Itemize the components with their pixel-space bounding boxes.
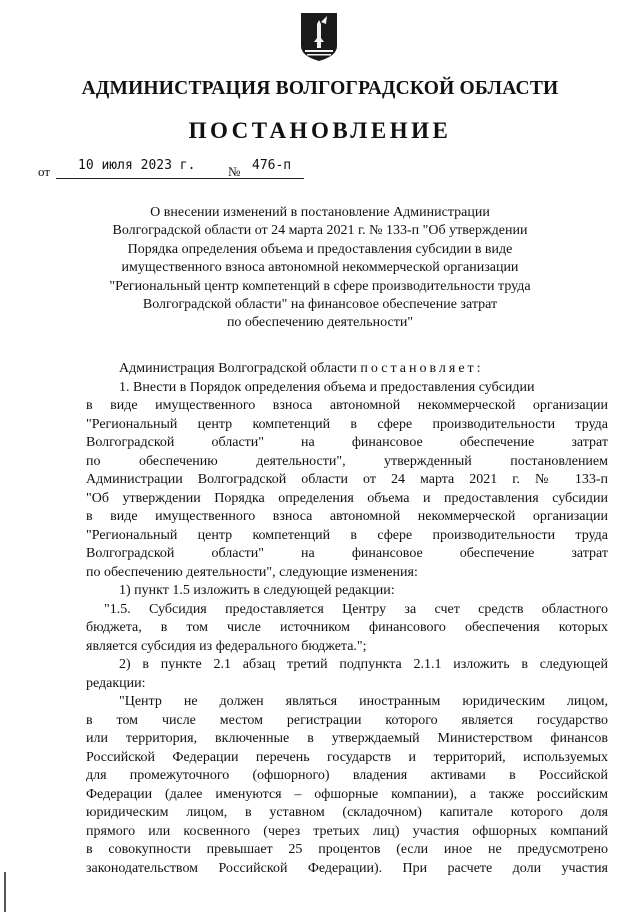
date-underline [56,178,252,179]
document-body [86,360,608,878]
body-line: в совокупности превышает 25 процентов (если иное не предусмотрено [86,842,608,857]
body-line: прямого или косвенного (через третьих лиц) участия офшорных компаний [86,823,608,839]
body-line: "1.5. Субсидия предоставляется Центру за счет средств областного [104,601,608,617]
intro-line [86,360,608,379]
document-type-title: ПОСТАНОВЛЕНИЕ [188,118,452,143]
body-line: для промежуточного (офшорного) владения активами в Российской [86,768,608,783]
body-line: 2) в пункте 2.1 абзац третий подпункта 2.1.1 изложить в следующей [119,657,608,672]
body-line: Волгоградской области" на финансовое обеспечение затрат [86,435,608,450]
number-prefix: № [228,164,241,179]
date-prefix: от [38,164,51,179]
document-subject [100,204,540,333]
body-line: юридическим лицом, в уставном (складочном) капитале которого доля [86,805,608,820]
subject-line: "Региональный центр компетенций в сфере производительности труда [109,278,531,294]
body-line: законодательством Российской Федерации). При расчете доли участия [86,860,608,876]
intro-subject: Администрация Волгоградской области [119,361,357,376]
body-line: или территория, включенные в утверждаемый Министерством финансов [86,731,608,746]
body-line: Волгоградской области" на финансовое обеспечение затрат [86,546,608,561]
body-line: "Региональный центр компетенций в сфере производительности труда [86,416,608,432]
volgograd-coat-of-arms-icon [300,12,338,62]
body-line: "Центр не должен являться иностранным юридическим лицом, [119,694,608,709]
date-number-row [38,160,318,182]
body-line: в том числе местом регистрации которого является государство [86,712,608,728]
subject-line: Волгоградской области" на финансовое обеспечение затрат [142,297,498,313]
intro-verb: постановляет: [360,361,484,376]
subject-line: О внесении изменений в постановление Администрации [150,205,490,220]
body-line: "Об утверждении Порядка определения объема и предоставления субсидии [86,490,608,506]
body-line: бюджета, в том числе источником финансового обеспечения которых [86,620,608,635]
body-line: "Региональный центр компетенций в сфере производительности труда [86,527,608,543]
organization-title: АДМИНИСТРАЦИЯ ВОЛГОГРАДСКОЙ ОБЛАСТИ [81,78,559,99]
number-underline [248,178,304,179]
body-line: Российской Федерации перечень государств и территорий, используемых [86,749,608,765]
body-line: 1. Внести в Порядок определения объема и предоставления субсидии [119,379,535,395]
body-line: по обеспечению деятельности", следующие изменения: [86,564,418,580]
subject-line: по обеспечению деятельности" [226,315,414,331]
body-line: по обеспечению деятельности", утвержденный постановлением [86,453,608,469]
body-line: в виде имущественного взноса автономной некоммерческой организации [86,398,608,413]
body-line: Федерации (далее именуются – офшорные компании), а также российским [86,786,608,802]
document-date: 10 июля 2023 г. [78,158,196,173]
body-line: Администрации Волгоградской области от 24 марта 2021 г. № 133-п [86,472,608,487]
document-number: 476-п [252,158,292,173]
subject-line: Порядка определения объема и предоставления субсидии в виде [127,241,513,257]
body-line: является субсидия из федерального бюджета."; [86,638,367,654]
subject-line: Волгоградской области от 24 марта 2021 г. № 133-п "Об утверждении [112,223,528,239]
body-line: в виде имущественного взноса автономной некоммерческой организации [86,509,608,524]
body-line: редакции: [86,675,146,691]
subject-line: имущественного взноса автономной некоммерческой организации [121,260,519,276]
body-line: 1) пункт 1.5 изложить в следующей редакции: [119,583,395,598]
scan-margin-mark [4,872,6,912]
